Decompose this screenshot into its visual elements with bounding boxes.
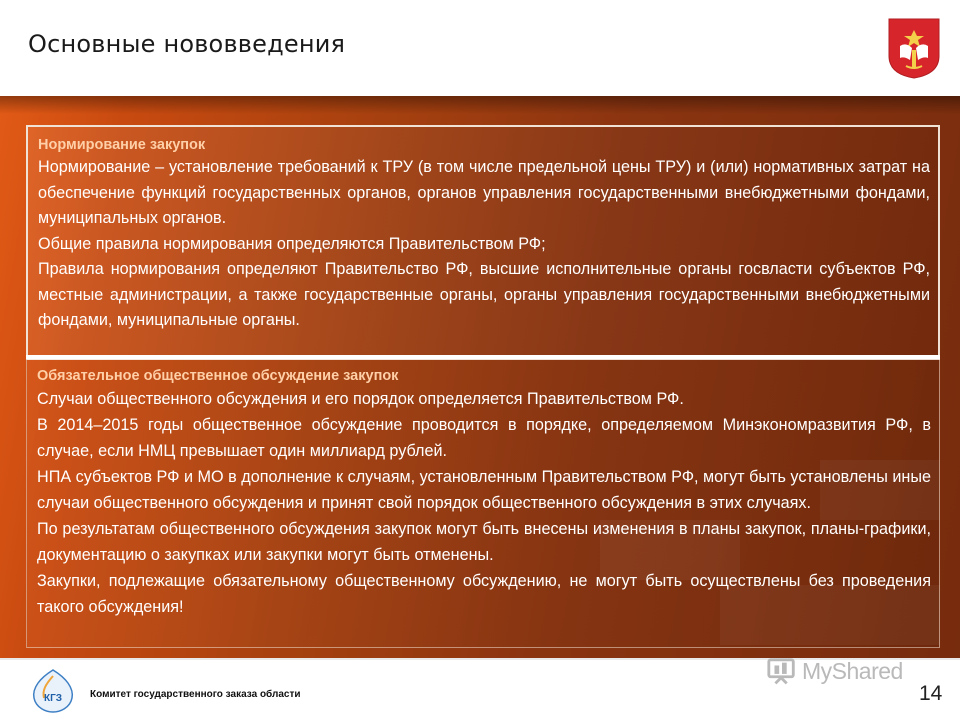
logo-text: КГЗ	[43, 693, 63, 704]
slide-header	[0, 0, 960, 92]
coat-of-arms-icon	[886, 16, 942, 80]
watermark	[766, 655, 926, 691]
section-paragraph: В 2014–2015 годы общественное обсуждение проводится в порядке, определяемом Минэкономразвития РФ, в случае, если НМЦ превышает один миллиард рублей.	[37, 416, 931, 460]
section-normirovanie	[26, 125, 940, 358]
section-title: Обязательное общественное обсуждение закупок	[37, 368, 399, 384]
committee-logo-icon	[28, 668, 78, 714]
section-paragraph: Нормирование – установление требований к ТРУ (в том числе предельной цены ТРУ) и (или) нормативных затрат на обеспечение функций государственных органов, органов управления государственными внебюджетными фондами, муниципальных органов.	[38, 158, 930, 227]
section-paragraph: Закупки, подлежащие обязательному общественному обсуждению, не могут быть осуществлены без проведения такого обсуждения!	[37, 572, 931, 616]
section-paragraph: НПА субъектов РФ и МО в дополнение к случаям, установленным Правительством РФ, могут быть установлены иные случаи общественного обсуждения и принят свой порядок общественного обсуждения в этих случаях.	[37, 468, 931, 512]
section-paragraph: Правила нормирования определяют Правительство РФ, высшие исполнительные органы госвласти субъектов РФ, местные администрации, а также государственные органы, органы управления государственными внебюджетными фондами, муниципальные органы.	[38, 260, 930, 329]
section-paragraph: Случаи общественного обсуждения и его порядок определяется Правительством РФ.	[37, 390, 684, 408]
panel-shadow	[0, 96, 960, 114]
section-title: Нормирование закупок	[38, 137, 206, 153]
section-paragraph: Общие правила нормирования определяются Правительством РФ;	[38, 234, 546, 253]
page-title: Основные нововведения	[28, 30, 346, 58]
section-paragraph: По результатам общественного обсуждения закупок могут быть внесены изменения в планы закупок, планы-графики, документацию о закупках или закупки могут быть отменены.	[37, 520, 931, 564]
page-number: 14	[919, 682, 943, 705]
section-public-discussion	[26, 359, 940, 648]
watermark-text: MyShared	[802, 658, 903, 684]
presentation-icon	[766, 657, 798, 689]
footer-organization: Комитет государственного заказа области	[90, 689, 301, 700]
